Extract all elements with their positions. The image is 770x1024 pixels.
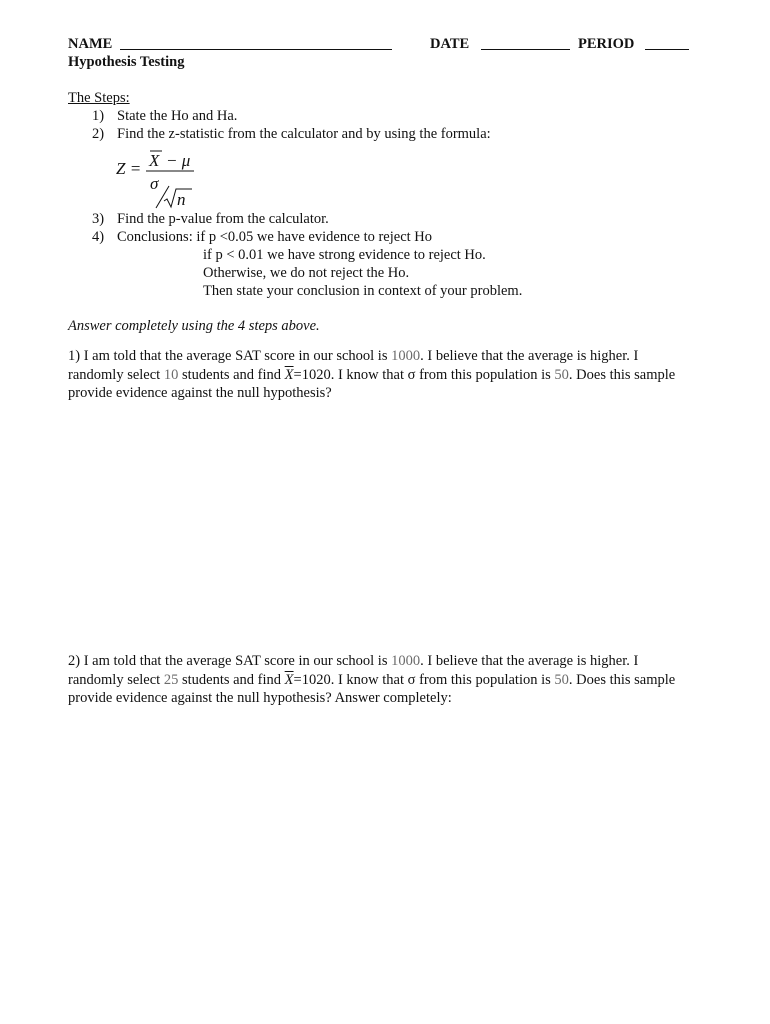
problem-2-sample-size: 25 — [163, 671, 179, 688]
problem-2: 2) I am told that the average SAT score in our school is 1000. I believe that the average is higher. I randomly select 25 students and find $\overline{X}=1020$. I know that σ from this population is 50. Does this sample provide evidence against the null hypothesis? Answer completely: — [68, 653, 676, 706]
instruction-text: Answer completely using the 4 steps above. — [68, 318, 320, 334]
formula-xbar: X — [149, 151, 160, 170]
problem-1-number: 1) — [68, 348, 81, 364]
problem-1-sigma: 50 — [554, 366, 569, 383]
step-2-number: 2) — [92, 126, 105, 142]
name-label: NAME — [68, 36, 113, 52]
formula-n: n — [177, 190, 186, 209]
step-3-number: 3) — [92, 211, 105, 227]
date-label: DATE — [430, 36, 470, 52]
period-label: PERIOD — [578, 36, 635, 52]
formula-minus-mu: − μ — [166, 151, 191, 170]
step-2-text: Find the z-statistic from the calculator and by using the formula: — [117, 126, 491, 142]
worksheet-title: Hypothesis Testing — [68, 54, 185, 70]
steps-heading: The Steps: — [68, 90, 130, 106]
conclusion-line-3: Then state your conclusion in context of your problem. — [203, 283, 523, 299]
problem-1: 1) I am told that the average SAT score in our school is 1000. I believe that the average is higher. I randomly select 10 students and find $\overline{X}=1020$. I know that σ from this population is 50. Does this sample provide evidence against the null hypothesis? — [68, 348, 676, 401]
problem-2-sigma: 50 — [554, 671, 569, 688]
problem-2-number: 2) — [68, 653, 81, 669]
formula-lhs: Z = — [116, 159, 142, 178]
step-3-text: Find the p-value from the calculator. — [117, 211, 329, 227]
name-blank — [120, 37, 392, 50]
conclusion-line-2: Otherwise, we do not reject the Ho. — [203, 265, 410, 281]
step-1-text: State the Ho and Ha. — [117, 108, 238, 124]
problem-1-answer-space[interactable] — [68, 410, 698, 640]
date-blank — [481, 37, 570, 50]
problem-1-mean: 1000 — [391, 348, 421, 364]
z-formula — [112, 146, 222, 212]
step-4-text: Conclusions: if p <0.05 we have evidence to reject Ho — [117, 229, 433, 245]
conclusion-line-1: if p < 0.01 we have strong evidence to reject Ho. — [203, 247, 486, 263]
problem-2-xbar: $\overline{X}$ — [284, 671, 294, 688]
step-1-number: 1) — [92, 108, 105, 124]
formula-sigma: σ — [150, 174, 159, 193]
problem-2-mean: 1000 — [391, 653, 421, 669]
problem-1-sample-size: 10 — [163, 366, 179, 383]
problem-2-answer-space[interactable] — [68, 715, 698, 995]
period-blank — [645, 37, 689, 50]
problem-1-xbar: $\overline{X}$ — [284, 366, 294, 383]
step-4-number: 4) — [92, 229, 105, 245]
